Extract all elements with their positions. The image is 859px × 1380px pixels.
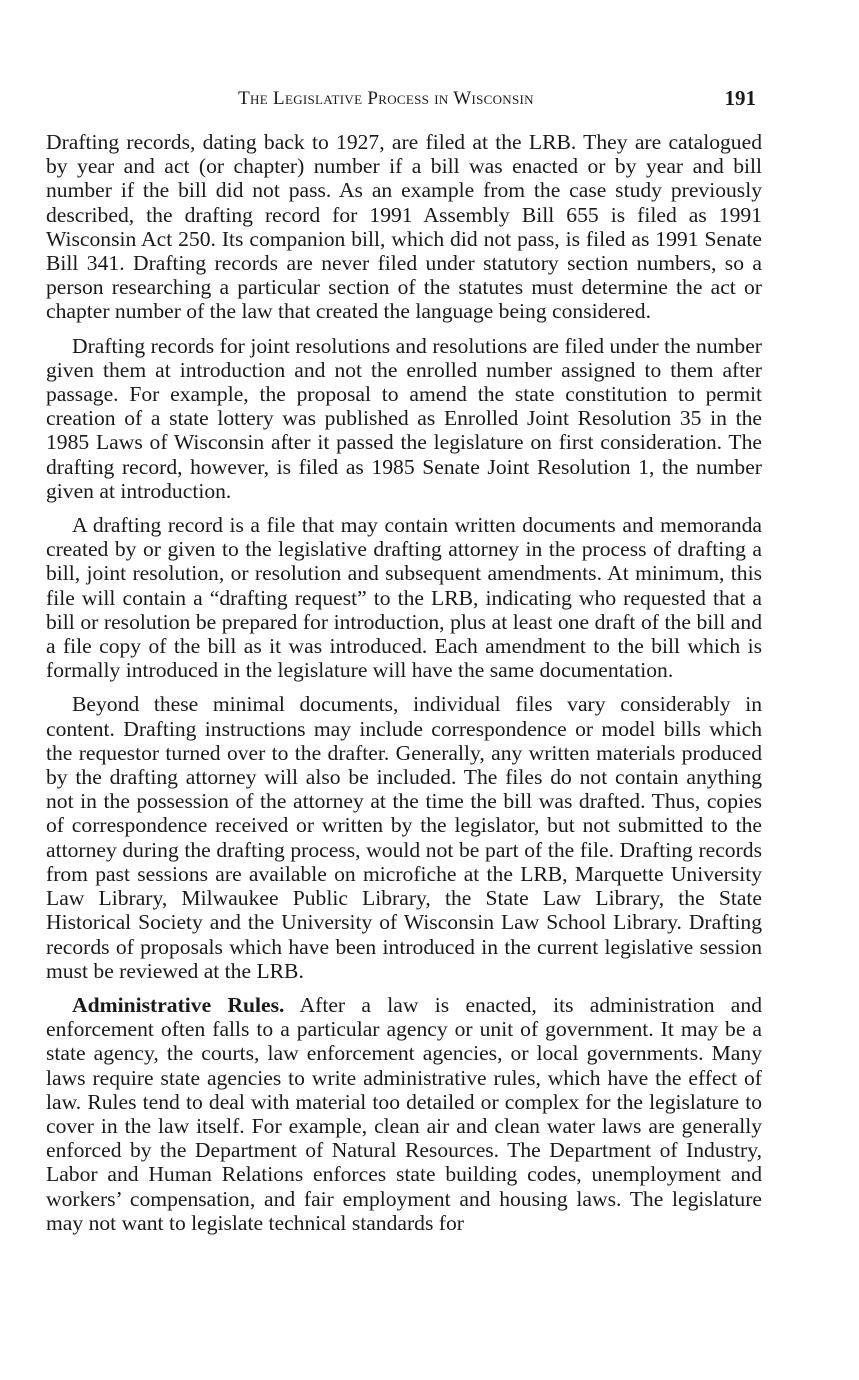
paragraph-file-variation: Beyond these minimal documents, individual files vary considerably in content. Drafting instructions may include correspondence or model bills which the requestor turned over to the drafter. Generally, any written materials produced by the drafting attorney will also be included. The files do not contain anything not in the possession of the attorney at the time the bill was drafted. Thus, copies of correspondence received or written by the legislator, but not submitted to the attorney during the drafting process, would not be part of the file. Drafting records from past sessions are available on microfiche at the LRB, Marquette University Law Library, Milwaukee Public Library, the State Law Library, the State Historical Society and the University of Wisconsin Law School Library. Drafting records of proposals which have been introduced in the current legislative session must be reviewed at the LRB. bbox=[46, 692, 762, 983]
paragraph-drafting-record-contents: A drafting record is a file that may contain written documents and memoranda created by or given to the legislative drafting attorney in the process of drafting a bill, joint resolution, or resolution and subsequent amendments. At minimum, this file will contain a “drafting request” to the LRB, indicating who requested that a bill or resolution be prepared for introduction, plus at least one draft of the bill and a file copy of the bill as it was introduced. Each amendment to the bill which is formally introduced in the legislature will have the same documentation. bbox=[46, 513, 762, 683]
section-heading-administrative-rules: Administrative Rules. bbox=[72, 992, 285, 1017]
paragraph-administrative-rules bbox=[46, 993, 762, 1235]
running-header bbox=[46, 86, 762, 116]
running-title: The Legislative Process in Wisconsin bbox=[238, 88, 534, 109]
body-text bbox=[46, 130, 762, 1235]
administrative-rules-text: After a law is enacted, its administration and enforcement often falls to a particular agency or unit of government. It may be a state agency, the courts, law enforcement agencies, or local governments. Many laws require state agencies to write administrative rules, which have the effect of law. Rules tend to deal with material too detailed or complex for the legislature to cover in the law itself. For example, clean air and clean water laws are generally enforced by the Department of Natural Resources. The Department of Industry, Labor and Human Relations enforces state building codes, unemployment and workers’ compensation, and fair employment and housing laws. The legislature may not want to legislate technical standards for bbox=[46, 992, 762, 1235]
paragraph-joint-resolutions: Drafting records for joint resolutions and resolutions are filed under the number given them at introduction and not the enrolled number assigned to them after passage. For example, the proposal to amend the state constitution to permit creation of a state lottery was published as Enrolled Joint Resolution 35 in the 1985 Laws of Wisconsin after it passed the legislature on first consideration. The drafting record, however, is filed as 1985 Senate Joint Resolution 1, the number given at introduction. bbox=[46, 333, 762, 503]
document-page bbox=[46, 86, 762, 1245]
paragraph-drafting-records-filing: Drafting records, dating back to 1927, are filed at the LRB. They are catalogued by year and act (or chapter) number if a bill was enacted or by year and bill number if the bill did not pass. As an example from the case study previously described, the drafting record for 1991 Assembly Bill 655 is filed as 1991 Wisconsin Act 250. Its companion bill, which did not pass, is filed as 1991 Senate Bill 341. Drafting records are never filed under statutory section numbers, so a person researching a particular section of the statutes must determine the act or chapter number of the law that created the language being considered. bbox=[46, 130, 762, 324]
page-number: 191 bbox=[724, 86, 756, 110]
